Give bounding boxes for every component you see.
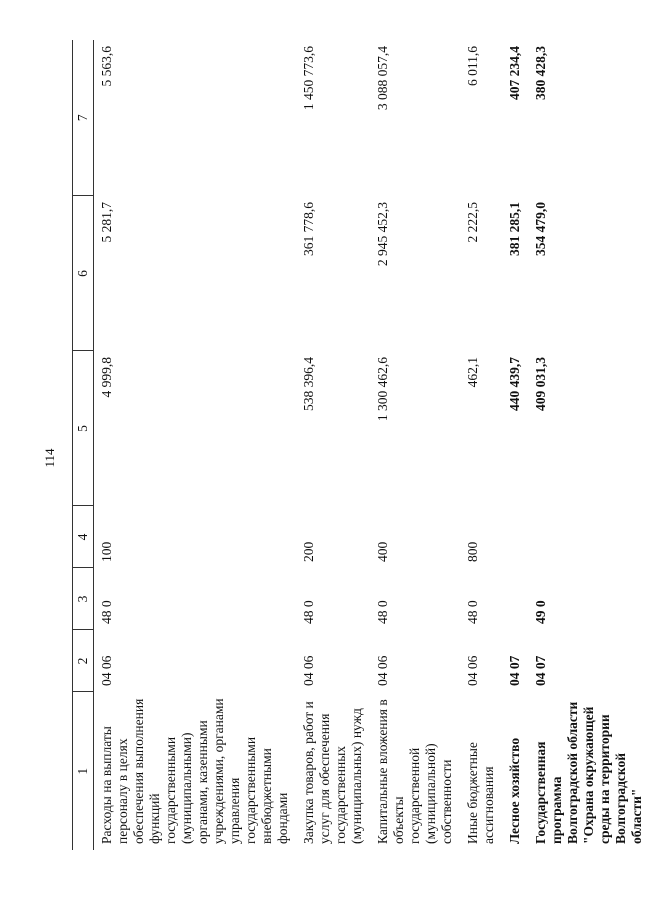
row-name: Иные бюджетные ассигнования (465, 742, 496, 844)
column-header: 3 (73, 568, 94, 630)
row-kind: 800 (465, 541, 480, 562)
row-target: 48 0 (465, 600, 480, 624)
row-value-5: 409 031,3 (533, 357, 548, 411)
rotated-table-sheet (72, 40, 644, 850)
row-value-7: 1 450 773,6 (301, 46, 316, 111)
row-value-6: 2 945 452,3 (375, 202, 390, 267)
row-name: Капитальные вложения в объекты государственной (муниципальной) собственности (375, 699, 454, 844)
row-section: 04 07 (533, 655, 548, 686)
row-value-6: 2 222,5 (465, 202, 480, 243)
table-row (296, 40, 370, 850)
column-header: 4 (73, 506, 94, 568)
row-kind: 400 (375, 541, 390, 562)
row-target: 48 0 (301, 600, 316, 624)
row-kind: 200 (301, 541, 316, 562)
row-name: Расходы на выплаты персоналу в целях обеспечения выполнения функций государственными (муниципальными) органами, казенными учреждениями, органами управления государственными внебюджетными фондами (99, 698, 290, 844)
table-container (72, 40, 644, 850)
row-value-7: 3 088 057,4 (375, 46, 390, 111)
column-header: 2 (73, 630, 94, 692)
row-section: 04 06 (465, 655, 480, 686)
table-row (502, 40, 528, 850)
table-row (460, 40, 502, 850)
table-row (528, 40, 650, 850)
row-section: 04 07 (507, 655, 522, 686)
row-value-5: 440 439,7 (507, 357, 522, 411)
row-section: 04 06 (99, 655, 114, 686)
row-value-6: 381 285,1 (507, 202, 522, 256)
row-kind: 100 (99, 541, 114, 562)
budget-table (72, 40, 650, 850)
row-section: 04 06 (301, 655, 316, 686)
row-target: 48 0 (375, 600, 390, 624)
row-name: Лесное хозяйство (507, 737, 522, 844)
row-target (502, 568, 528, 630)
row-target: 48 0 (99, 600, 114, 624)
row-value-5: 462,1 (465, 357, 480, 388)
row-value-6: 354 479,0 (533, 202, 548, 256)
table-row (370, 40, 460, 850)
row-value-5: 538 396,4 (301, 357, 316, 411)
row-target: 49 0 (533, 600, 548, 624)
row-value-5: 4 999,8 (99, 357, 114, 398)
page-number: 114 (42, 448, 57, 468)
table-row (94, 40, 297, 850)
row-name: Государственная программа Волгоградской области "Охрана окружающей среды на территории Волгоградской области" (533, 701, 644, 844)
row-value-7: 407 234,4 (507, 46, 522, 100)
row-value-5: 1 300 462,6 (375, 357, 390, 422)
column-header: 1 (73, 692, 94, 850)
row-value-6: 361 778,6 (301, 202, 316, 256)
column-header: 7 (73, 40, 94, 196)
column-header: 6 (73, 196, 94, 351)
header-row (73, 40, 94, 850)
row-value-7: 5 563,6 (99, 46, 114, 87)
row-name: Закупка товаров, работ и услуг для обеспечения государственных (муниципальных) нужд (301, 701, 364, 844)
row-value-7: 380 428,3 (533, 46, 548, 100)
row-value-7: 6 011,6 (465, 46, 480, 86)
column-header: 5 (73, 351, 94, 506)
row-kind (528, 506, 650, 568)
row-value-6: 5 281,7 (99, 202, 114, 243)
row-section: 04 06 (375, 655, 390, 686)
row-kind (502, 506, 528, 568)
